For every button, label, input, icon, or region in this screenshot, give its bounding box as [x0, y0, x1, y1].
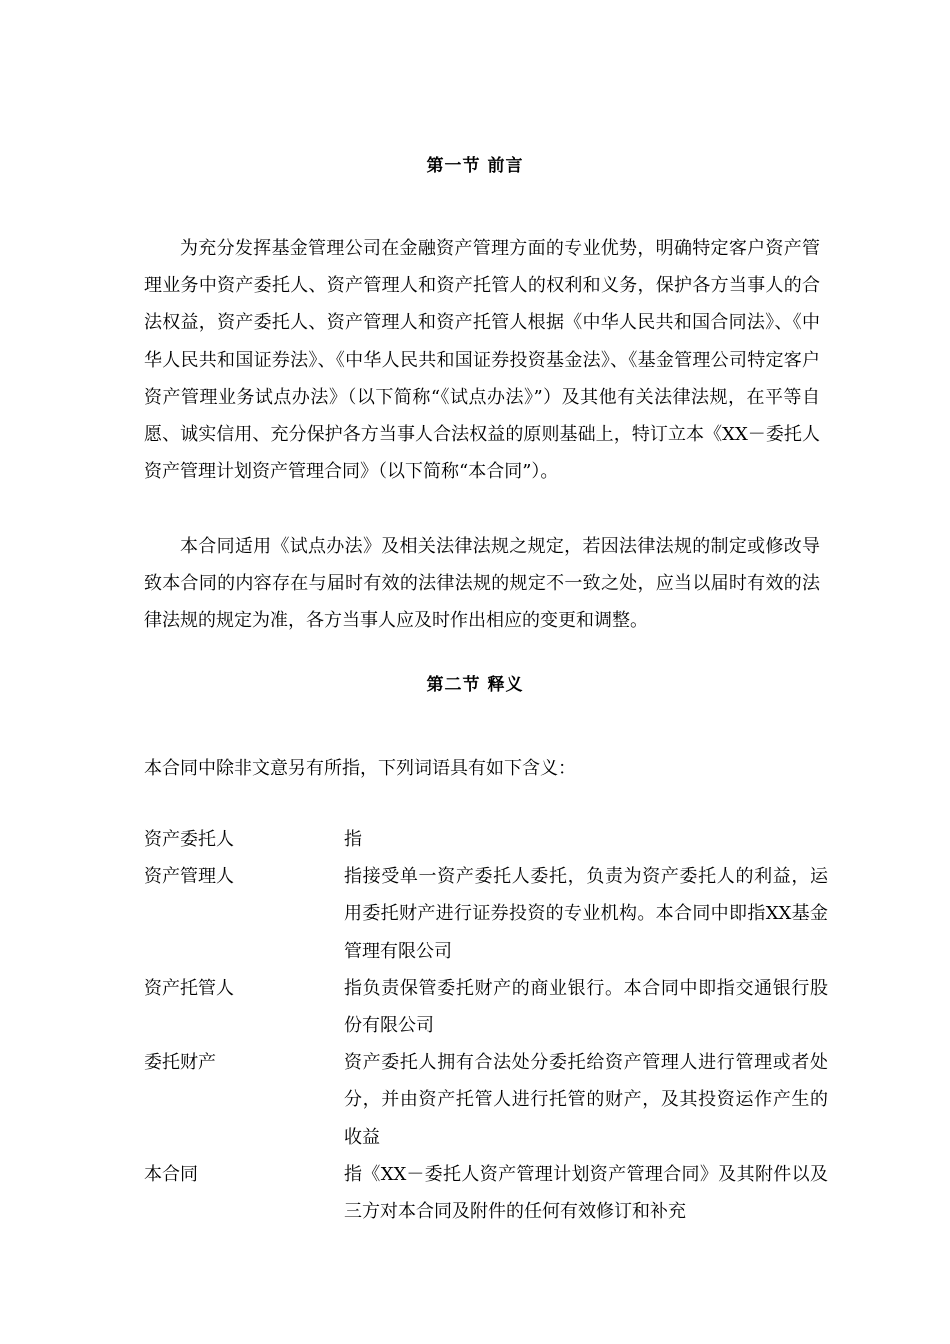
- definition-term: 资产委托人: [144, 829, 234, 850]
- definition-description: 指: [344, 829, 362, 850]
- definition-description: 指负责保管委托财产的商业银行。本合同中即指交通银行股份有限公司: [344, 977, 828, 1037]
- definition-row: [144, 970, 834, 1044]
- definitions-list: [144, 821, 834, 1230]
- preface-paragraph-1: 为充分发挥基金管理公司在金融资产管理方面的专业优势，明确特定客户资产管理业务中资产委托人、资产管理人和资产托管人的权利和义务，保护各方当事人的合法权益，资产委托人、资产管理人和资产托管人根据《中华人民共和国合同法》、《中华人民共和国证券法》、《中华人民共和国证券投资基金法》、《基金管理公司特定客户资产管理业务试点办法》（以下简称“《试点办法》”）及其他有关法律法规，在平等自愿、诚实信用、充分保护各方当事人合法权益的原则基础上，特订立本《XX－委托人资产管理计划资产管理合同》（以下简称“本合同”）。: [144, 238, 820, 483]
- definition-description: 指《XX－委托人资产管理计划资产管理合同》及其附件以及三方对本合同及附件的任何有效修订和补充: [344, 1163, 828, 1223]
- definition-term: 本合同: [144, 1163, 198, 1185]
- definitions-intro: 本合同中除非文意另有所指，下列词语具有如下含义：: [144, 758, 576, 779]
- definition-description: 资产委托人拥有合法处分委托给资产管理人进行管理或者处分，并由资产托管人进行托管的财产，及其投资运作产生的收益: [344, 1052, 828, 1148]
- preface-paragraph-2: 本合同适用《试点办法》及相关法律法规之规定，若因法律法规的制定或修改导致本合同的内容存在与届时有效的法律法规的规定不一致之处，应当以届时有效的法律法规的规定为准，各方当事人应及时作出相应的变更和调整。: [144, 536, 820, 632]
- definition-description: 指接受单一资产委托人委托，负责为资产委托人的利益，运用委托财产进行证券投资的专业机构。本合同中即指XX基金管理有限公司: [344, 866, 828, 962]
- definition-term: 资产管理人: [144, 866, 234, 888]
- definition-row: [144, 1044, 834, 1156]
- definition-row: [144, 821, 834, 858]
- definition-row: [144, 858, 834, 970]
- definition-term: 委托财产: [144, 1052, 216, 1074]
- definition-term: 资产托管人: [144, 977, 234, 999]
- definition-row: [144, 1156, 834, 1230]
- section-1-title: 第一节 前言: [426, 156, 524, 176]
- section-2-title: 第二节 释义: [426, 675, 524, 695]
